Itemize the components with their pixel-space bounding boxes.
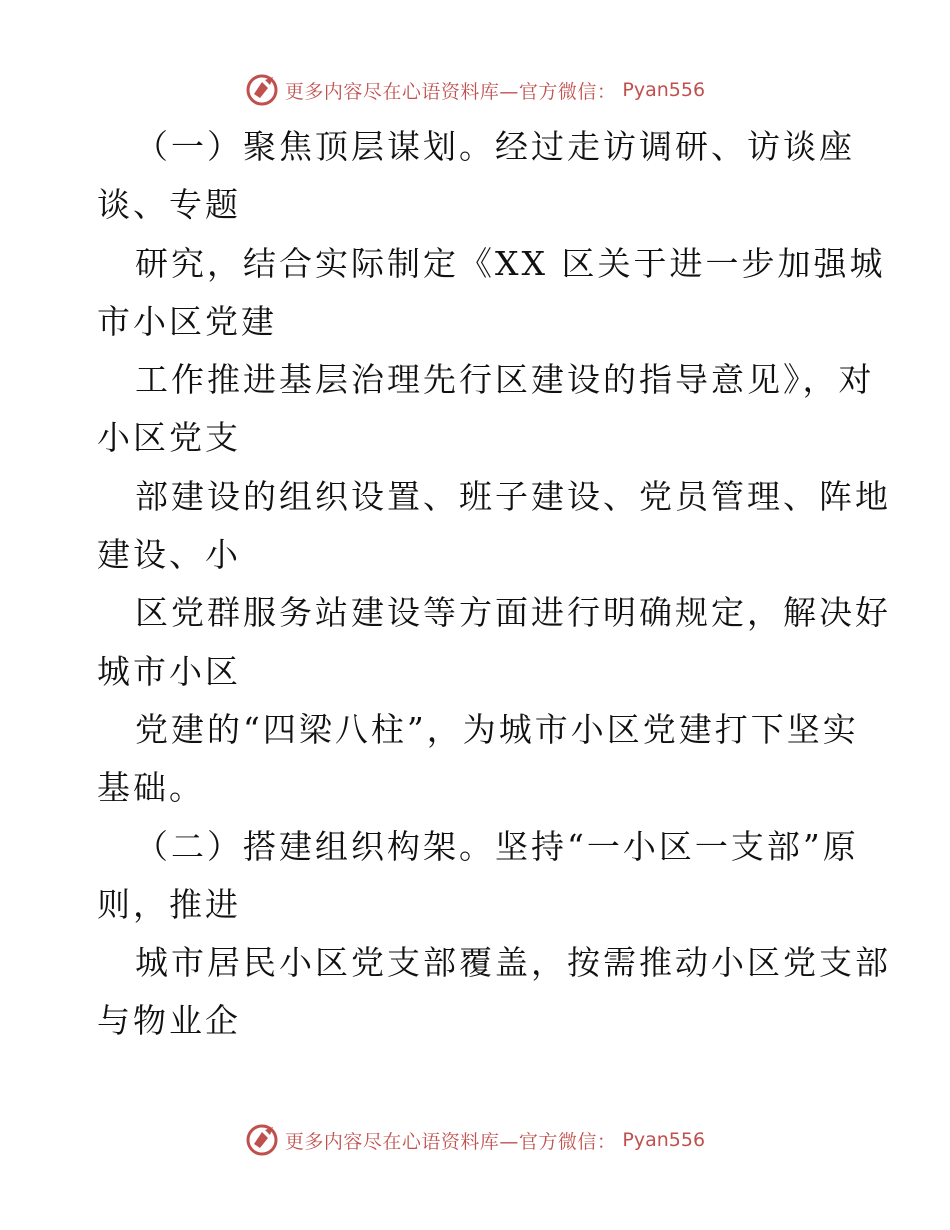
document-body — [97, 118, 891, 1051]
brand-logo-icon — [245, 1123, 279, 1157]
watermark-text: 更多内容尽在心语资料库—官方微信： — [284, 1130, 617, 1153]
text-line: 城市居民小区党支部覆盖，按需推动小区党支部 — [135, 943, 891, 983]
header-watermark — [0, 70, 950, 110]
text-line: 小区党支 — [97, 418, 241, 458]
text-line: （一）聚焦顶层谋划。经过走访调研、访谈座 — [135, 127, 855, 166]
footer-watermark — [0, 1120, 950, 1160]
text-line: 建设、小 — [97, 535, 241, 575]
text-line: 则，推进 — [97, 884, 241, 924]
text-line: 与物业企 — [97, 1001, 241, 1041]
text-line: 谈、专题 — [97, 185, 241, 225]
text-line: （二）搭建组织构架。坚持“一小区一支部”原 — [135, 826, 859, 866]
text-line: 党建的“四梁八柱”，为城市小区党建打下坚实 — [135, 709, 859, 749]
watermark-text: 更多内容尽在心语资料库—官方微信： — [284, 80, 617, 103]
text-line: 市小区党建 — [97, 301, 277, 341]
text-line: 区党群服务站建设等方面进行明确规定，解决好 — [135, 593, 891, 633]
text-line: 基础。 — [97, 768, 205, 808]
watermark-wechat-id: Pyan556 — [622, 1129, 706, 1151]
text-line: 部建设的组织设置、班子建设、党员管理、阵地 — [135, 476, 891, 516]
watermark-wechat-id: Pyan556 — [622, 79, 706, 101]
brand-logo-icon — [245, 73, 279, 107]
text-line: 城市小区 — [97, 651, 241, 691]
text-line: 研究，结合实际制定《XX 区关于进一步加强城 — [135, 243, 886, 283]
text-line: 工作推进基层治理先行区建设的指导意见》，对 — [135, 360, 875, 400]
